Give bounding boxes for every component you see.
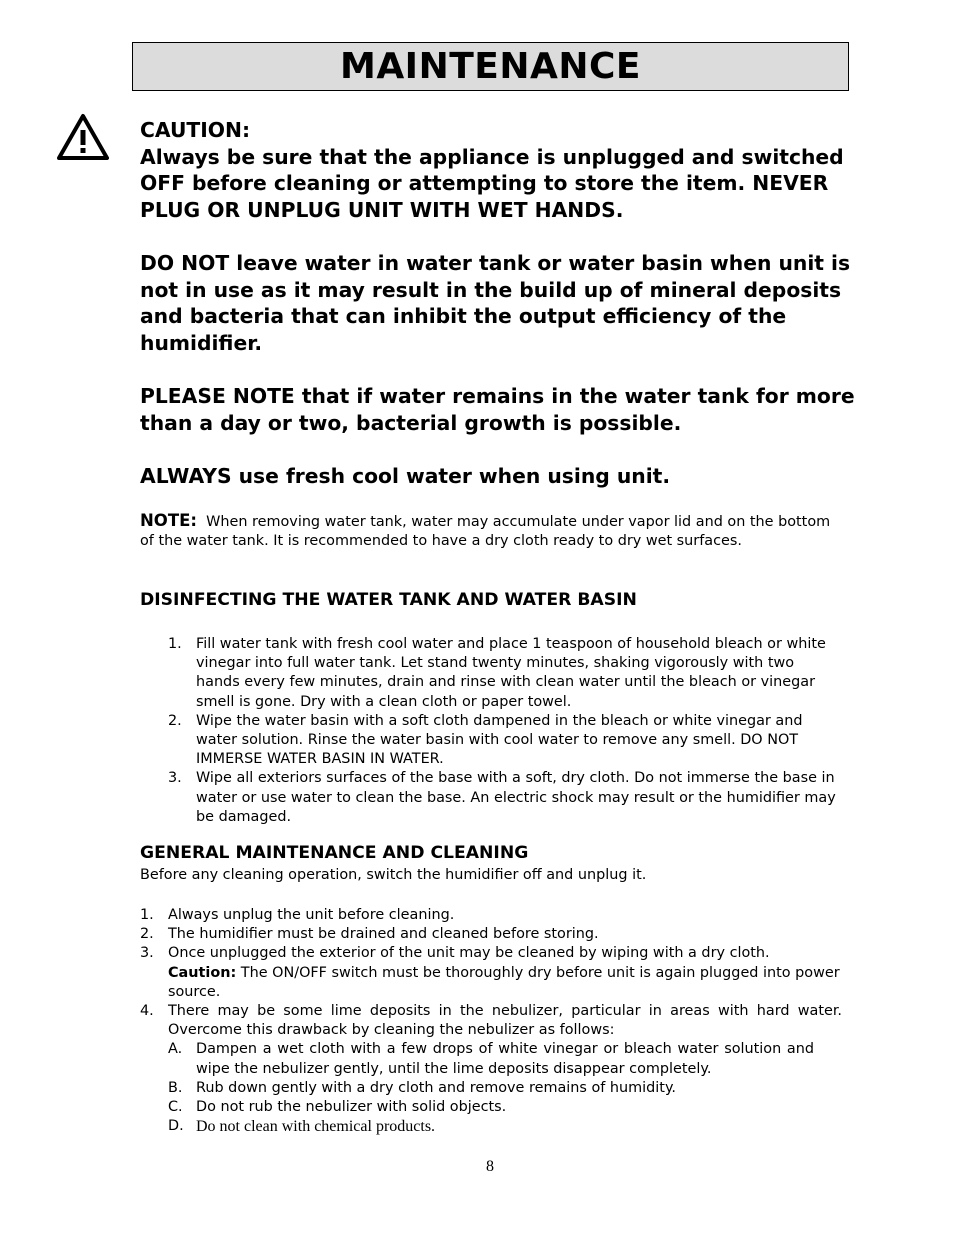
list-item-text: Once unplugged the exterior of the unit may be cleaned by wiping with a dry cloth.	[168, 945, 770, 962]
caution-paragraph: DO NOT leave water in water tank or water basin when unit is not in use as it may result in the build up of mineral deposits and bacteria that can inhibit the output efficiency of the humidifier.	[140, 250, 851, 355]
sublist-container	[140, 1040, 842, 1136]
general-list	[140, 906, 842, 1136]
sublist-letter: C.	[168, 1099, 183, 1116]
list-number: 1.	[140, 907, 154, 923]
page-title: MAINTENANCE	[340, 45, 641, 87]
sublist-letter: A.	[168, 1041, 183, 1058]
list-item	[168, 635, 838, 712]
title-banner	[132, 42, 849, 91]
caution-label: CAUTION:	[140, 118, 251, 142]
sublist-letter: D.	[168, 1118, 184, 1135]
list-item-text: Always unplug the unit before cleaning.	[168, 907, 455, 923]
list-item	[140, 1002, 842, 1040]
caution-inline-label: Caution:	[168, 964, 237, 981]
page-number: 8	[486, 1158, 494, 1175]
list-number: 2.	[168, 712, 182, 729]
section-heading: GENERAL MAINTENANCE AND CLEANING	[140, 843, 529, 863]
list-item	[168, 712, 838, 770]
caution-paragraph: Always be sure that the appliance is unplugged and switched OFF before cleaning or attempting to store the item. NEVER PLUG OR UNPLUG UNIT WITH WET HANDS.	[140, 144, 844, 222]
list-item-text: Wipe all exteriors surfaces of the base with a soft, dry cloth. Do not immerse the base in water or use water to clean the base. An electric shock may result or the humidifier may be damaged.	[196, 770, 836, 825]
sublist-item	[168, 1117, 814, 1136]
sublist-item	[168, 1079, 814, 1098]
caution-block	[140, 117, 860, 489]
caution-paragraph: ALWAYS use fresh cool water when using unit.	[140, 463, 671, 488]
list-item-text: Fill water tank with fresh cool water and place 1 teaspoon of household bleach or white vinegar into full water tank. Let stand twenty minutes, shaking vigorously with two hands every few minutes, drain and rinse with clean water until the bleach or vinegar smell is gone. Dry with a clean cloth or paper towel.	[196, 636, 826, 710]
note-text: When removing water tank, water may accumulate under vapor lid and on the bottom of the water tank. It is recommended to have a dry cloth ready to dry wet surfaces.	[140, 514, 831, 550]
caution-inline-text: The ON/OFF switch must be thoroughly dry before unit is again plugged into power source.	[168, 964, 840, 1000]
sublist-item-text: Rub down gently with a dry cloth and remove remains of humidity.	[196, 1079, 676, 1096]
list-number: 2.	[140, 926, 154, 943]
list-item	[140, 944, 842, 1002]
section-heading: DISINFECTING THE WATER TANK AND WATER BASIN	[140, 590, 637, 610]
sublist-letter: B.	[168, 1079, 183, 1096]
note-paragraph	[140, 511, 845, 551]
sublist-item-text: Dampen a wet cloth with a few drops of white vinegar or bleach water solution and wipe the nebulizer gently, until the lime deposits disappear completely.	[196, 1041, 814, 1077]
sublist-item-text: Do not rub the nebulizer with solid objects.	[196, 1099, 507, 1116]
list-number: 3.	[140, 945, 154, 962]
list-item	[168, 769, 838, 827]
section-intro: Before any cleaning operation, switch the humidifier off and unplug it.	[140, 867, 647, 883]
list-number: 4.	[140, 1003, 154, 1020]
list-item	[140, 925, 842, 944]
warning-triangle-icon	[57, 113, 109, 161]
caution-paragraph: PLEASE NOTE that if water remains in the water tank for more than a day or two, bacterial growth is possible.	[140, 383, 855, 435]
list-number: 1.	[168, 636, 182, 652]
sublist-item	[168, 1098, 814, 1117]
list-number: 3.	[168, 770, 182, 787]
nebulizer-steps	[168, 1040, 814, 1136]
list-item-text: Wipe the water basin with a soft cloth dampened in the bleach or white vinegar and water solution. Rinse the water basin with cool water to remove any smell. DO NOT IMMERSE WATER BASIN IN WATER.	[196, 712, 803, 768]
note-label: NOTE:	[140, 511, 197, 530]
sublist-item	[168, 1040, 814, 1078]
list-item-text: The humidifier must be drained and cleaned before storing.	[168, 926, 599, 943]
list-item-text: There may be some lime deposits in the nebulizer, particular in areas with hard water. Overcome this drawback by cleaning the nebulizer as follows:	[168, 1003, 842, 1039]
sublist-item-text: Do not clean with chemical products.	[196, 1118, 436, 1136]
disinfecting-list	[168, 635, 838, 827]
list-item	[140, 906, 842, 925]
